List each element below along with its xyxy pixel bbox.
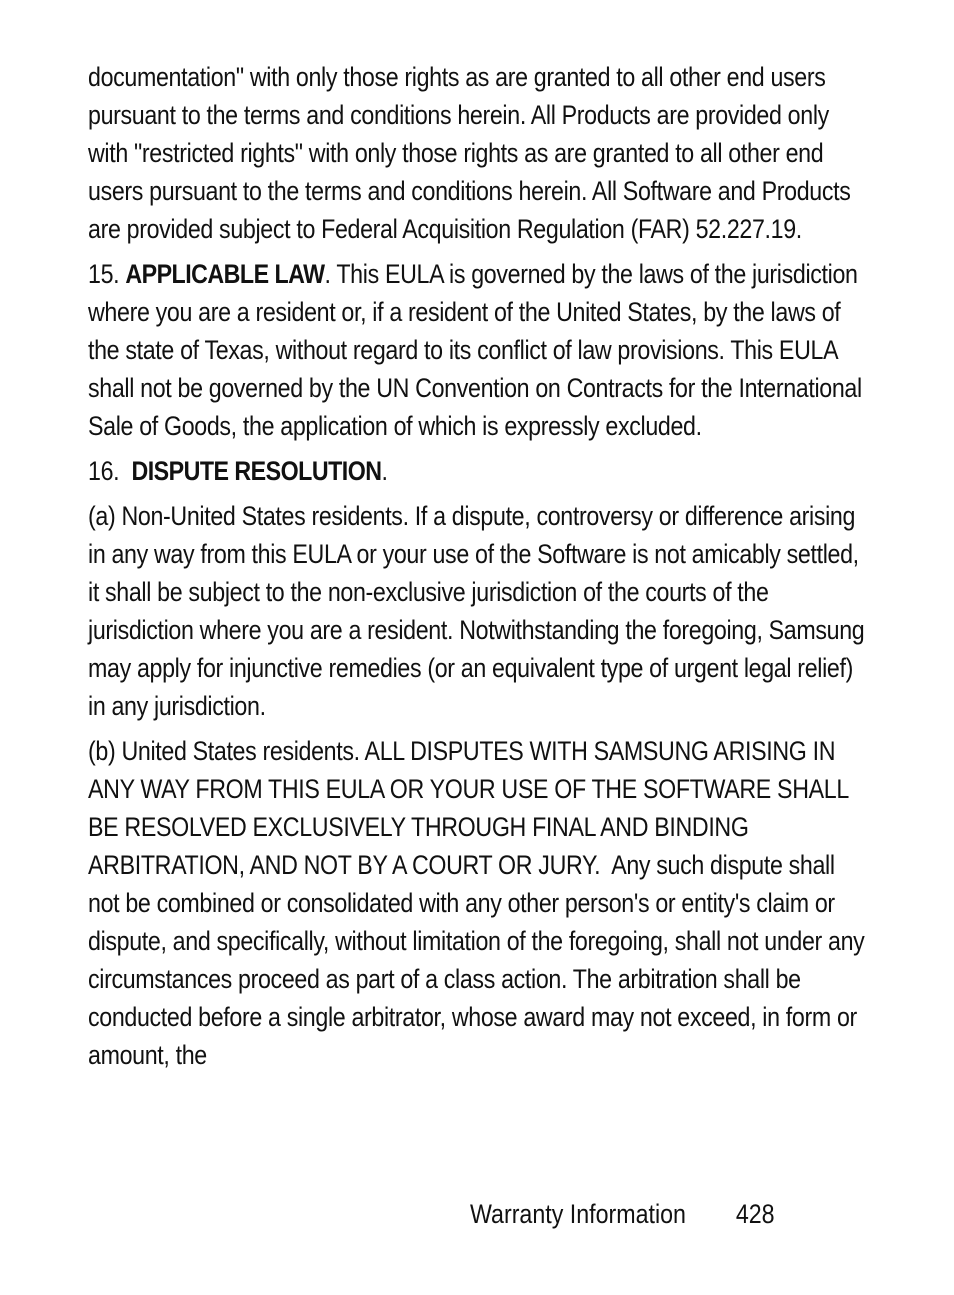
- paragraph-far-rights: [88, 58, 868, 248]
- paragraph-dispute-resolution: [88, 452, 868, 490]
- section-number: 16.: [88, 456, 132, 486]
- paragraph-us-residents: [88, 732, 871, 1074]
- paragraph-text: (b) United States residents. ALL DISPUTES WITH SAMSUNG ARISING IN ANY WAY FROM THIS EULA OR YOUR USE OF THE SOFTWARE SHALL BE RESOLVED EXCLUSIVELY THROUGH FINAL AND BINDING ARBITRATION, AND NOT BY A COURT OR JURY. Any such dispute shall not be combined or consolidated with any other person's or entity's claim or dispute, and specifically, without limitation of the foregoing, shall not under any circumstances proceed as part of a class action. The arbitration shall be conducted before a single arbitrator, whose award may not exceed, in form or amount, the: [88, 736, 871, 1070]
- heading-punctuation: .: [381, 456, 388, 486]
- section-number: 15.: [88, 259, 126, 289]
- footer-section-title: Warranty Information: [470, 1199, 686, 1229]
- page-footer: [470, 1195, 775, 1233]
- paragraph-text: documentation" with only those rights as are granted to all other end users pursuant to the terms and conditions herein. All Products are provided only with "restricted rights" with only those rights as are granted to all other end users pursuant to the terms and conditions herein. All Software and Products are provided subject to Federal Acquisition Regulation (FAR) 52.227.19.: [88, 62, 851, 244]
- page-number: 428: [735, 1199, 775, 1229]
- section-heading: APPLICABLE LAW: [125, 259, 325, 289]
- section-heading: DISPUTE RESOLUTION: [131, 456, 382, 486]
- paragraph-non-us-residents: [88, 497, 868, 725]
- paragraph-applicable-law: [88, 255, 868, 445]
- document-body: [88, 58, 871, 1081]
- paragraph-text: This EULA is governed by the laws of the jurisdiction where you are a resident or, if a resident of the United States, by the laws of the state of Texas, without regard to its conflict of law provisions. This EULA shall not be governed by the UN Convention on Contracts for the International Sale of Goods, the application of which is expressly excluded.: [88, 259, 862, 441]
- heading-punctuation: .: [324, 259, 331, 289]
- paragraph-text: (a) Non-United States residents. If a dispute, controversy or difference arising in any way from this EULA or your use of the Software is not amicably settled, it shall be subject to the non-exclusive jurisdiction of the courts of the jurisdiction where you are a resident. Notwithstanding the foregoing, Samsung may apply for injunctive remedies (or an equivalent type of urgent legal relief) in any jurisdiction.: [88, 501, 865, 721]
